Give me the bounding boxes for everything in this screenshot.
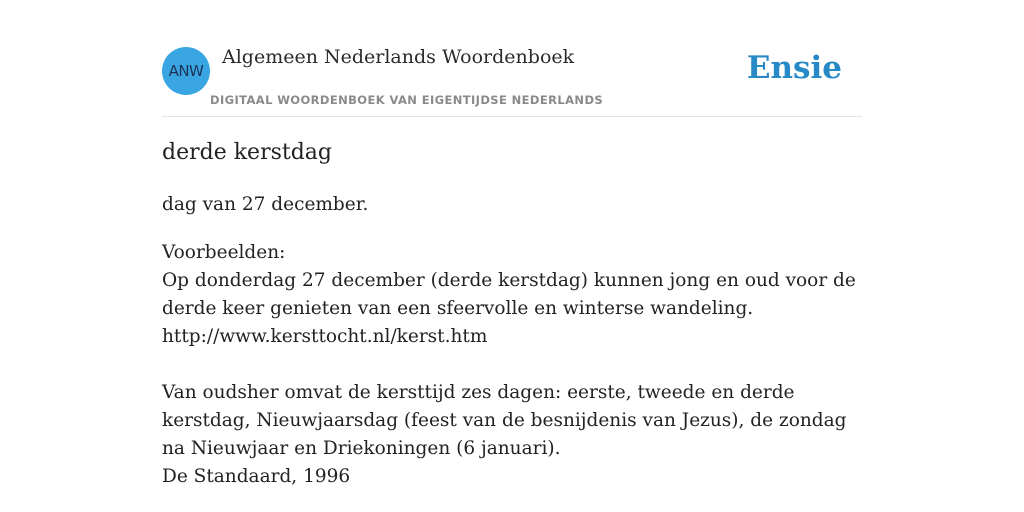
site-title[interactable]: Algemeen Nederlands Woordenboek [222, 46, 575, 68]
examples-section [162, 239, 862, 491]
entry-definition: dag van 27 december. [162, 194, 369, 215]
logo-text: ANW [168, 62, 204, 80]
site-header [162, 0, 862, 117]
example-text: Op donderdag 27 december (derde kerstdag) kunnen jong en oud voor de derde keer genieten van een sfeervolle en winterse wandeling. [162, 270, 856, 319]
example-source: De Standaard, 1996 [162, 466, 351, 487]
examples-label: Voorbeelden: [162, 242, 286, 263]
example-source: http://www.kersttocht.nl/kerst.htm [162, 326, 488, 347]
ensie-brand-link[interactable]: Ensie [746, 50, 842, 86]
entry-title: derde kerstdag [162, 140, 332, 165]
example-spacer [162, 351, 862, 379]
page-container [162, 0, 862, 512]
example-text: Van oudsher omvat de kersttijd zes dagen: eerste, tweede en derde kerstdag, Nieuwjaarsdag (feest van de besnijdenis van Jezus), de zondag na Nieuwjaar en Driekoningen (6 januari). [162, 382, 847, 459]
site-subtitle: DIGITAAL WOORDENBOEK VAN EIGENTIJDSE NEDERLANDS [210, 93, 604, 107]
anw-logo[interactable] [162, 47, 210, 95]
